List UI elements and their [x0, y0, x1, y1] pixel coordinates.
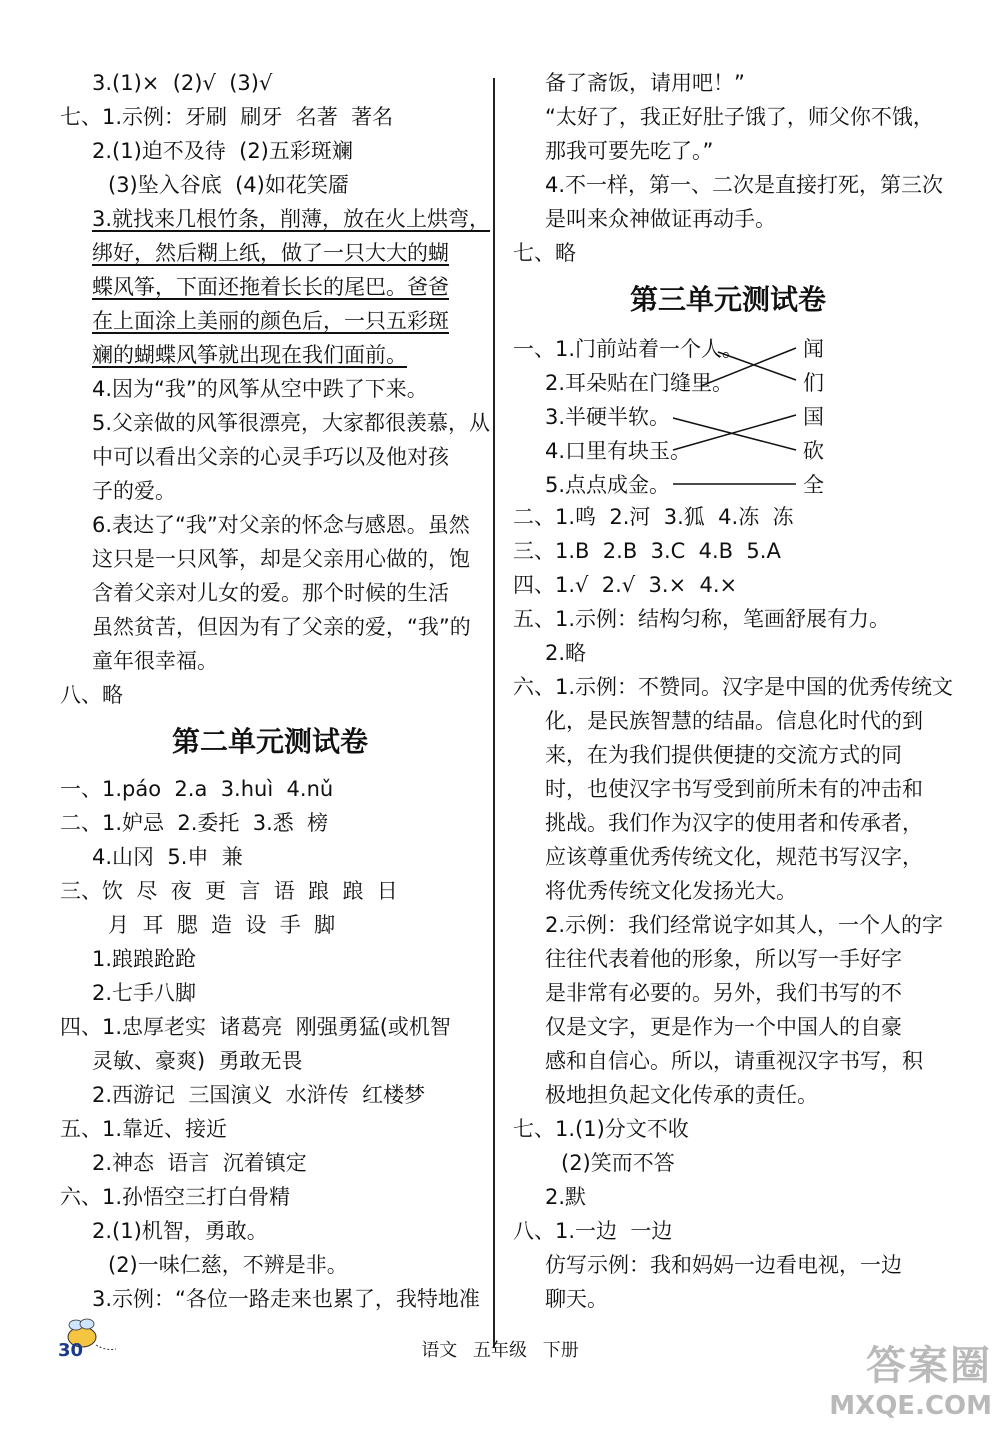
answer-line: 是非常有必要的。另外，我们书写的不 [545, 981, 902, 1005]
answer-line: 八、略 [60, 683, 123, 707]
answer-line: 童年很幸福。 [92, 649, 218, 673]
match-left-item: 一、1.门前站着一个人。 [513, 337, 744, 361]
match-right-char: 们 [803, 371, 824, 395]
right-answers-unit3 [513, 500, 954, 1316]
answer-line: 挑战。我们作为汉字的使用者和传承者， [545, 811, 923, 835]
answer-line: 二、1.鸣 2.河 3.狐 4.冻 冻 [513, 505, 794, 529]
watermark-top: 答案圈 [866, 1343, 992, 1389]
answer-line: 三、1.B 2.B 3.C 4.B 5.A [513, 539, 781, 563]
answer-line: 在上面涂上美丽的颜色后，一只五彩斑 [92, 309, 449, 333]
answer-line: 4.不一样，第一、二次是直接打死，第三次 [545, 173, 944, 197]
match-right-char: 闻 [803, 337, 824, 361]
left-column [60, 66, 491, 1316]
answer-line: (2)笑而不答 [561, 1151, 675, 1175]
match-right-char: 砍 [803, 439, 824, 463]
footer-subject: 语文 [421, 1340, 458, 1361]
answer-line: 那我可要先吃了。” [545, 139, 714, 163]
answer-line: 2.示例：我们经常说字如其人，一个人的字 [545, 913, 944, 937]
answer-line: 绑好，然后糊上纸，做了一只大大的蝴 [92, 241, 449, 265]
answer-line: 五、1.靠近、接近 [60, 1117, 228, 1141]
match-left-item: 4.口里有块玉。 [545, 439, 692, 463]
page-number: 30 [58, 1340, 84, 1361]
answer-line: 七、1.(1)分文不收 [513, 1117, 689, 1141]
answer-line: 含着父亲对儿女的爱。那个时候的生活 [92, 581, 449, 605]
match-right-char: 国 [803, 405, 824, 429]
answer-line: 4.山冈 5.申 兼 [92, 845, 243, 869]
answer-line: “太好了，我正好肚子饿了，师父你不饿， [545, 105, 934, 129]
matching-exercise [513, 330, 943, 500]
answer-line: 一、1.páo 2.a 3.huì 4.nǔ [60, 777, 334, 801]
match-left-item: 2.耳朵贴在门缝里。 [545, 371, 734, 395]
answer-line: 应该尊重优秀传统文化，规范书写汉字， [545, 845, 923, 869]
answer-line: 将优秀传统文化发扬光大。 [545, 879, 797, 903]
answer-line: 四、1.√ 2.√ 3.× 4.× [513, 573, 738, 597]
left-answers-unit1 [60, 66, 491, 712]
answer-line: 3.(1)× (2)√ (3)√ [92, 71, 273, 95]
answer-line: 极地担负起文化传承的责任。 [545, 1083, 818, 1107]
unit3-title: 第三单元测试卷 [629, 283, 826, 316]
watermark-bottom: MXQE.COM [829, 1391, 992, 1421]
answer-line: 2.略 [545, 641, 587, 665]
answer-line: 八、1.一边 一边 [513, 1219, 673, 1243]
answer-line: 2.(1)迫不及待 (2)五彩斑斓 [92, 139, 353, 163]
answer-line: 子的爱。 [92, 479, 176, 503]
answer-line: 来，在为我们提供便捷的交流方式的同 [545, 743, 902, 767]
answer-line: 是叫来众神做证再动手。 [545, 207, 776, 231]
answer-line: 2.七手八脚 [92, 981, 197, 1005]
answer-line: 2.(1)机智，勇敢。 [92, 1219, 268, 1243]
answer-line: 六、1.示例：不赞同。汉字是中国的优秀传统文 [513, 675, 954, 699]
answer-line: 5.父亲做的风筝很漂亮，大家都很羡慕，从 [92, 411, 491, 435]
answer-line: 三、饮 尽 夜 更 言 语 踉 踉 日 [60, 879, 398, 903]
answer-line: 二、1.妒忌 2.委托 3.悉 榜 [60, 811, 329, 835]
answer-line: 聊天。 [545, 1287, 608, 1311]
answer-line: 3.示例：“各位一路走来也累了，我特地准 [92, 1287, 480, 1311]
answer-line: 六、1.孙悟空三打白骨精 [60, 1185, 291, 1209]
answer-line: (3)坠入谷底 (4)如花笑靥 [108, 173, 349, 197]
answer-line: (2)一味仁慈，不辨是非。 [108, 1253, 348, 1277]
answer-line: 中可以看出父亲的心灵手巧以及他对孩 [92, 445, 449, 469]
answer-line: 时，也使汉字书写受到前所未有的冲击和 [545, 777, 923, 801]
left-answers-unit2 [60, 772, 480, 1316]
answer-line: 月 耳 腮 造 设 手 脚 [108, 913, 336, 937]
match-left-item: 3.半硬半软。 [545, 405, 671, 429]
answer-line: 虽然贫苦，但因为有了父亲的爱，“我”的 [92, 615, 471, 639]
answer-line: 备了斋饭，请用吧！” [545, 71, 745, 95]
answer-line: 灵敏、豪爽) 勇敢无畏 [92, 1049, 303, 1073]
answer-line: 感和自信心。所以，请重视汉字书写，积 [545, 1049, 923, 1073]
answer-line: 2.神态 语言 沉着镇定 [92, 1151, 307, 1175]
answer-line: 七、略 [513, 241, 576, 265]
answer-line: 这只是一只风筝，却是父亲用心做的，饱 [92, 547, 470, 571]
answer-line: 2.默 [545, 1185, 587, 1209]
column-divider [493, 78, 495, 1348]
match-left-item: 5.点点成金。 [545, 473, 671, 497]
answer-line: 五、1.示例：结构匀称，笔画舒展有力。 [513, 607, 891, 631]
answer-line: 仅是文字，更是作为一个中国人的自豪 [545, 1015, 902, 1039]
footer-grade: 五年级 [473, 1340, 527, 1361]
answer-line: 1.踉踉跄跄 [92, 947, 197, 971]
answer-line: 3.就找来几根竹条，削薄，放在火上烘弯， [92, 207, 491, 231]
answer-line: 化，是民族智慧的结晶。信息化时代的到 [545, 709, 923, 733]
answer-line: 2.西游记 三国演义 水浒传 红楼梦 [92, 1083, 426, 1107]
answer-line: 四、1.忠厚老实 诸葛亮 刚强勇猛(或机智 [60, 1015, 451, 1039]
answer-line: 往往代表着他的形象，所以写一手好字 [545, 947, 902, 971]
answer-line: 仿写示例：我和妈妈一边看电视，一边 [545, 1253, 902, 1277]
right-column [513, 66, 954, 1316]
answer-line: 6.表达了“我”对父亲的怀念与感恩。虽然 [92, 513, 470, 537]
answer-line: 斓的蝴蝶风筝就出现在我们面前。 [92, 343, 407, 367]
footer-volume: 下册 [542, 1340, 579, 1361]
answer-line: 4.因为“我”的风筝从空中跌了下来。 [92, 377, 428, 401]
answer-line: 蝶风筝，下面还拖着长长的尾巴。爸爸 [92, 275, 449, 299]
watermark [829, 1334, 992, 1421]
match-right-char: 全 [803, 473, 824, 497]
unit2-title: 第二单元测试卷 [171, 725, 368, 758]
right-answers-unit2 [513, 66, 943, 270]
answer-line: 七、1.示例：牙刷 刷牙 名著 著名 [60, 105, 394, 129]
